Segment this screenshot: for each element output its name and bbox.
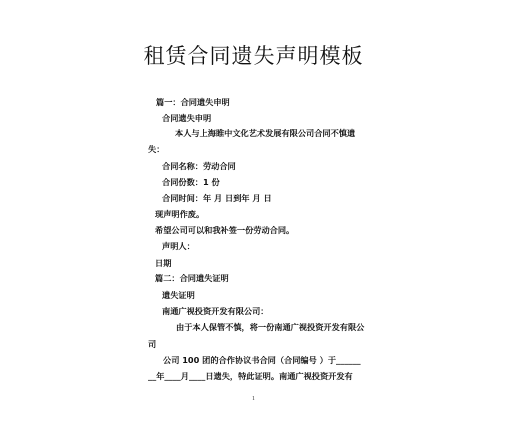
paragraph-line: 公司 100 团的合作协议书合同（合同编号 ）于______ [163, 355, 361, 365]
paragraph-line: 本人与上海睢中文化艺术发展有限公司合同不慎遗 [175, 128, 356, 138]
paragraph-line: 合同遗失申明 [162, 113, 212, 123]
paragraph-line: 合同份数：1 份 [162, 177, 220, 187]
section-heading-1: 篇一：合同遗失申明 [156, 97, 230, 107]
paragraph-line: 遗失证明 [162, 290, 195, 300]
paragraph-line: __年____月____日遗失，特此证明。南通广视投资开发有 [148, 371, 353, 381]
paragraph-line: 合同时间：年 月 日到年 月 日 [162, 193, 272, 203]
paragraph-line: 希望公司可以和我补签一份劳动合同。 [155, 225, 295, 235]
paragraph-line: 由于本人保管不慎，将一份南通广视投资开发有限公 [176, 322, 365, 332]
paragraph-line: 声明人： [162, 241, 195, 251]
section-heading-2: 篇二：合同遗失证明 [155, 273, 229, 283]
document-title: 租赁合同遗失声明模板 [143, 44, 364, 68]
paragraph-line: 合同名称：劳动合同 [162, 161, 236, 171]
paragraph-line: 现声明作废。 [155, 209, 205, 219]
paragraph-line: 司 [148, 339, 157, 349]
paragraph-line: 南通广视投资开发有限公司： [162, 306, 269, 316]
page-number: 1 [252, 396, 255, 402]
paragraph-line: 日期 [155, 258, 172, 268]
paragraph-line: 失： [148, 144, 165, 154]
